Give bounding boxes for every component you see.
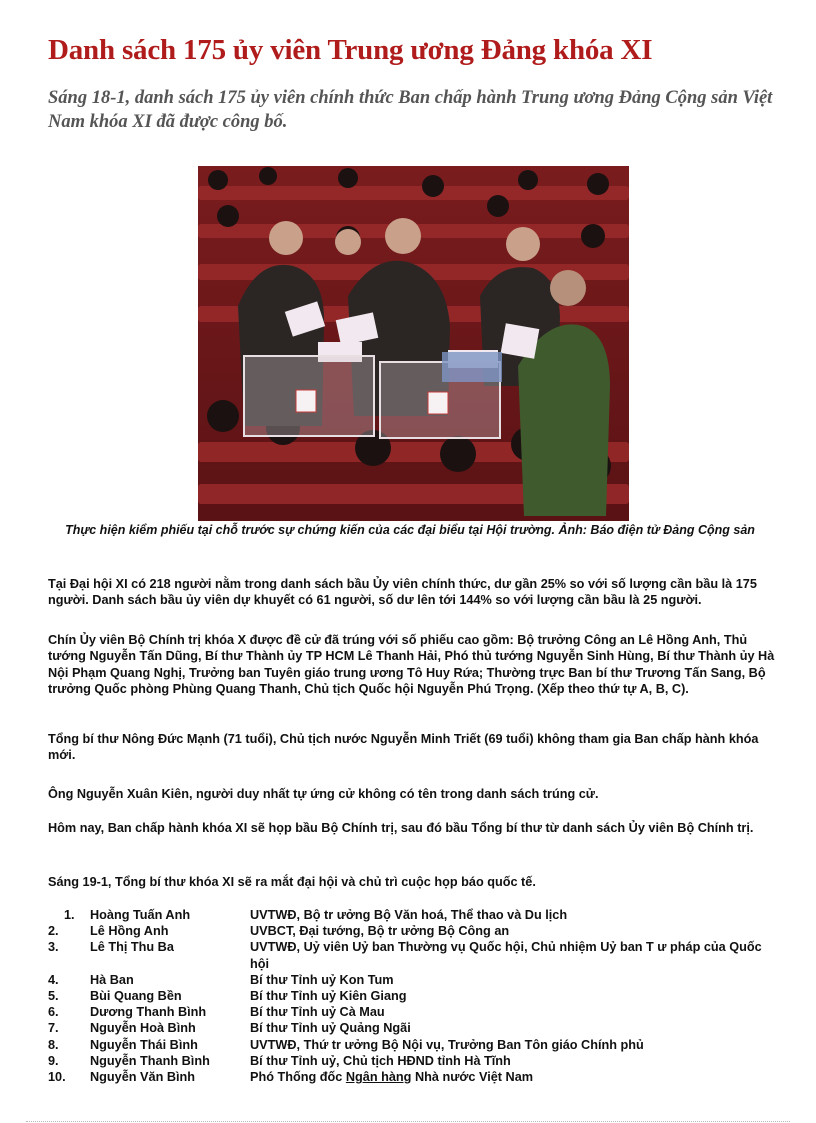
member-number: 8.: [48, 1037, 59, 1052]
member-name: Lê Hồng Anh: [90, 924, 169, 939]
member-number: 3.: [48, 940, 59, 955]
member-name: Dương Thanh Bình: [90, 1005, 207, 1020]
member-name: Hà Ban: [90, 972, 134, 987]
page-bottom-divider: [26, 1121, 790, 1122]
member-name: Nguyễn Thanh Bình: [90, 1053, 210, 1068]
member-position: UVTWĐ, Bộ tr ưởng Bộ Văn hoá, Thể thao và Du lịch: [250, 908, 568, 922]
member-name: Nguyễn Văn Bình: [90, 1070, 196, 1085]
member-position: Bí thư Tỉnh uỷ, Chủ tịch HĐND tỉnh Hà Tĩnh: [250, 1053, 511, 1068]
member-name: Hoàng Tuấn Anh: [90, 908, 191, 922]
member-name: Nguyễn Hoà Bình: [90, 1021, 196, 1036]
member-name: Lê Thị Thu Ba: [90, 940, 174, 955]
list-item: [48, 907, 778, 923]
member-number: 9.: [48, 1053, 59, 1068]
article-title: Danh sách 175 ủy viên Trung ương Đảng khóa XI: [48, 34, 653, 66]
member-number: 6.: [48, 1005, 59, 1020]
member-name: Nguyễn Thái Bình: [90, 1037, 198, 1052]
member-position: [250, 1069, 778, 1085]
member-name: Bùi Quang Bền: [90, 989, 182, 1004]
paragraph-politburo: Chín Ủy viên Bộ Chính trị khóa X được đề cử đã trúng với số phiếu cao gồm: Bộ trưởng Công an Lê Hồng Anh, Thủ tướng Nguyễn Tấn Dũng, Bí thư Thành ủy TP HCM Lê Thanh Hải, Phó thủ tướng Nguyễn Sinh Hùng, Bí thư Thành ủy Hà Nội Phạm Quang Nghị, Trưởng ban Tuyên giáo trung ương Tô Huy Rứa; Thường trực Ban bí thư Trương Tấn Sang, Bộ trưởng Quốc phòng Phùng Quang Thanh, Chủ tịch Quốc hội Nguyễn Phú Trọng. (Xếp theo thứ tự A, B, C).: [48, 633, 775, 696]
bank-link[interactable]: Ngân hàng: [345, 1070, 412, 1085]
member-position: Bí thư Tỉnh uỷ Kon Tum: [250, 972, 394, 987]
photo-caption: Thực hiện kiểm phiếu tại chỗ trước sự chứng kiến của các đại biểu tại Hội trường. Ảnh: Báo điện tử Đảng Cộng sản: [65, 523, 755, 537]
list-item: [48, 939, 778, 971]
member-position: Bí thư Tỉnh uỷ Kiên Giang: [250, 989, 407, 1004]
member-position-text: Nhà nước Việt Nam: [411, 1070, 534, 1085]
list-item: [48, 1004, 778, 1020]
member-number: 4.: [48, 972, 59, 987]
member-number: 2.: [48, 924, 59, 939]
list-item: [48, 972, 778, 988]
member-position: Bí thư Tỉnh uỷ Cà Mau: [250, 1005, 385, 1020]
paragraph-candidates: Tại Đại hội XI có 218 người nằm trong danh sách bầu Ủy viên chính thức, dư gần 25% so với số lượng cần bầu là 175 người. Danh sách bầu ủy viên dự khuyết có 61 người, số dư lên tới 144% so với lượng cần bầu là 25 người.: [48, 577, 757, 608]
member-number: 5.: [48, 989, 59, 1004]
paragraph-self-nominee: Ông Nguyễn Xuân Kiên, người duy nhất tự ứng cử không có tên trong danh sách trúng cử.: [48, 787, 599, 801]
paragraph-meeting-today: Hôm nay, Ban chấp hành khóa XI sẽ họp bầu Bộ Chính trị, sau đó bầu Tổng bí thư từ danh sách Ủy viên Bộ Chính trị.: [48, 821, 754, 835]
member-position: UVBCT, Đại tướng, Bộ tr ưởng Bộ Công an: [250, 924, 510, 939]
list-item: [48, 1020, 778, 1036]
member-position: Bí thư Tỉnh uỷ Quảng Ngãi: [250, 1021, 411, 1036]
member-number: 7.: [48, 1021, 59, 1036]
vote-counting-photo: [198, 166, 629, 521]
member-position-text: Phó Thống đốc: [250, 1070, 346, 1085]
list-item: [48, 1053, 778, 1069]
list-item: [48, 923, 778, 939]
member-position: UVTWĐ, Thứ tr ưởng Bộ Nội vụ, Trưởng Ban Tôn giáo Chính phủ: [250, 1037, 644, 1052]
list-item: [48, 1069, 778, 1085]
list-item: [48, 988, 778, 1004]
member-number: 1.: [64, 908, 75, 922]
member-number: 10.: [48, 1070, 66, 1085]
paragraph-press-conference: Sáng 19-1, Tổng bí thư khóa XI sẽ ra mắt đại hội và chủ trì cuộc họp báo quốc tế.: [48, 875, 536, 889]
member-list: [48, 907, 778, 1085]
article-lead: Sáng 18-1, danh sách 175 ủy viên chính thức Ban chấp hành Trung ương Đảng Cộng sản Việt Nam khóa XI đã được công bố.: [48, 88, 773, 132]
paragraph-not-participating: Tổng bí thư Nông Đức Mạnh (71 tuổi), Chủ tịch nước Nguyễn Minh Triết (69 tuổi) không tham gia Ban chấp hành khóa mới.: [48, 732, 759, 763]
list-item: [48, 1037, 778, 1053]
member-position: UVTWĐ, Uỷ viên Uỷ ban Thường vụ Quốc hội, Chủ nhiệm Uỷ ban T ư pháp của Quốc hội: [250, 940, 762, 971]
